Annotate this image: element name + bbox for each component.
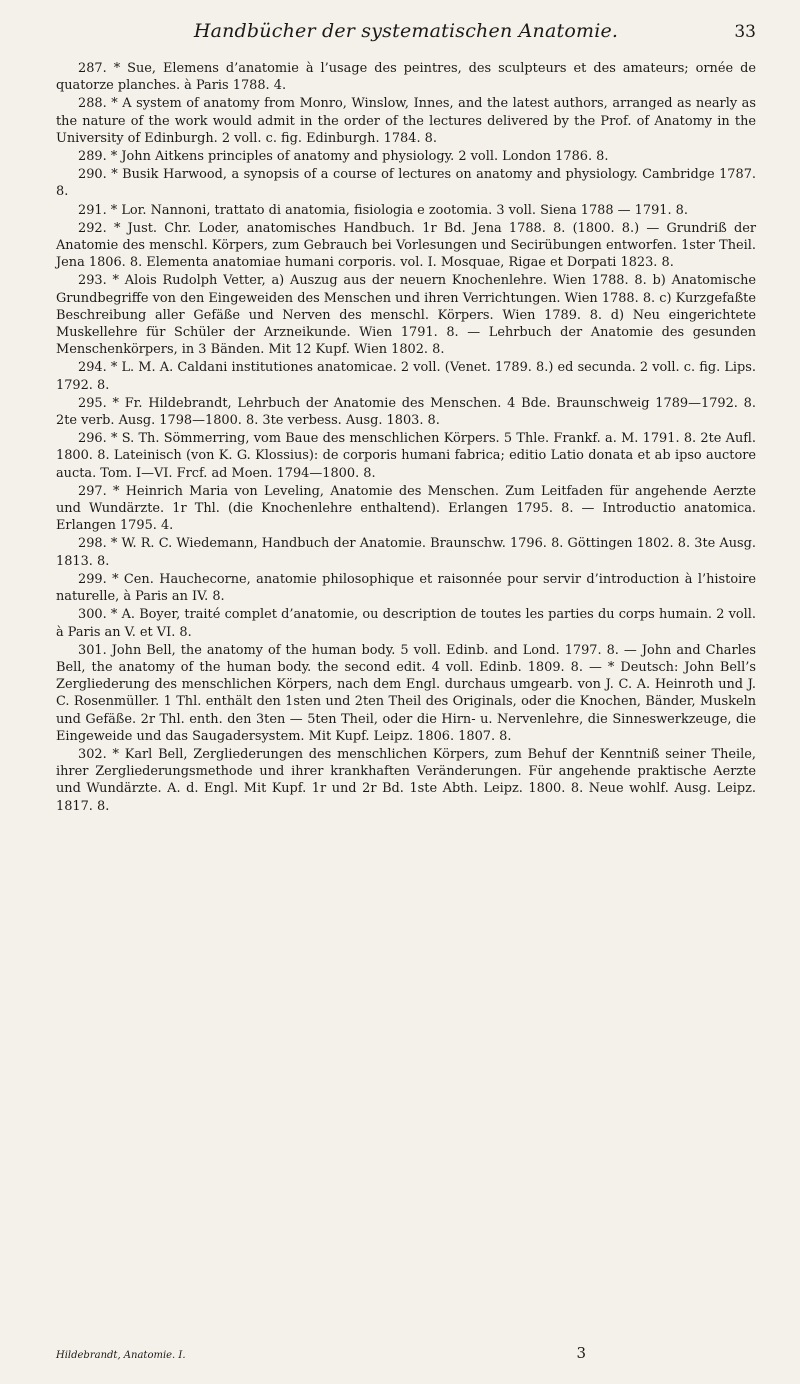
bibliography-entry-288: 288. * A system of anatomy from Monro, Winslow, Innes, and the latest authors, arranged as nearly as the nature of the work would admit in the order of the lectures delivered by the Prof. of Anatomy in the University of Edinburgh. 2 voll. c. fig. Edinburgh. 1784. 8. bbox=[56, 96, 756, 146]
bibliography-entry-292: 292. * Just. Chr. Loder, anatomisches Handbuch. 1r Bd. Jena 1788. 8. (1800. 8.) — Grundriß der Anatomie des menschl. Körpers, zum Gebrauch bei Vorlesungen und Secirübungen entworfen. 1ster Theil. Jena 1806. 8. Elementa anatomiae humani corporis. vol. I. Mosquae, Rigae et Dorpati 1823. 8. bbox=[56, 220, 756, 271]
bibliography-entry-297: 297. * Heinrich Maria von Leveling, Anatomie des Menschen. Zum Leitfaden für angehende Aerzte und Wundärzte. 1r Thl. (die Knochenlehre enthaltend). Erlangen 1795. 8. — Introductio anatomica. Erlangen 1795. 4. bbox=[56, 483, 756, 534]
bibliography-entry-300: 300. * A. Boyer, traité complet d’anatomie, ou description de toutes les parties du corps humain. 2 voll. à Paris an V. et VI. 8. bbox=[56, 607, 756, 640]
bibliography-entry-289: 289. * John Aitkens principles of anatomy and physiology. 2 voll. London 1786. 8. bbox=[78, 149, 609, 165]
bibliography-entry-294: 294. * L. M. A. Caldani institutiones anatomicae. 2 voll. (Venet. 1789. 8.) ed secunda. 2 voll. c. fig. Lips. 1792. 8. bbox=[56, 360, 756, 393]
bibliography-entry-291: 291. * Lor. Nannoni, trattato di anatomia, fisiologia e zootomia. 3 voll. Siena 1788 — 1791. 8. bbox=[78, 202, 688, 218]
bibliography-entry-296: 296. * S. Th. Sömmerring, vom Baue des menschlichen Körpers. 5 Thle. Frankf. a. M. 1791. 8. 2te Aufl. 1800. 8. Lateinisch (von K. G. Klossius): de corporis humani fabrica; editio Latio donata et ab ipso auctore aucta. Tom. I—VI. Frcf. ad Moen. 1794—1800. 8. bbox=[56, 431, 756, 481]
bibliography-entry-295: 295. * Fr. Hildebrandt, Lehrbuch der Anatomie des Menschen. 4 Bde. Braunschweig 1789—1792. 8. 2te verb. Ausg. 1798—1800. 8. 3te verbess. Ausg. 1803. 8. bbox=[56, 395, 756, 429]
page-number: 33 bbox=[734, 22, 756, 42]
signature-line: Hildebrandt, Anatomie. I. bbox=[56, 1350, 186, 1361]
bibliography-entry-298: 298. * W. R. C. Wiedemann, Handbuch der Anatomie. Braunschw. 1796. 8. Göttingen 1802. 8. 3te Ausg. 1813. 8. bbox=[56, 536, 756, 569]
page-header bbox=[56, 20, 756, 42]
bibliography-list bbox=[56, 60, 756, 815]
sheet-number: 3 bbox=[576, 1344, 586, 1362]
bibliography-entry-293: 293. * Alois Rudolph Vetter, a) Auszug aus der neuern Knochenlehre. Wien 1788. 8. b) Anatomische Grundbegriffe von den Eingeweiden des Menschen und ihren Verrichtungen. Wien 1788. 8. c) Kurzgefaßte Beschreibung aller Gefäße und Nerven des menschl. Körpers. Wien 1789. 8. d) Neu eingerichtete Muskellehre für Schüler der Arzneikunde. Wien 1791. 8. — Lehrbuch der Anatomie des gesunden Menschenkörpers, in 3 Bänden. Mit 12 Kupf. Wien 1802. 8. bbox=[56, 273, 756, 358]
bibliography-entry-301: 301. John Bell, the anatomy of the human body. 5 voll. Edinb. and Lond. 1797. 8. — John and Charles Bell, the anatomy of the human body. the second edit. 4 voll. Edinb. 1809. 8. — * Deutsch: John Bell’s Zergliederung des menschlichen Körpers, nach dem Engl. durchaus umgearb. von J. C. A. Heinroth und J. C. Rosenmüller. 1 Thl. enthält den 1sten und 2ten Theil des Originals, oder die Knochen, Bänder, Muskeln und Gefäße. 2r Thl. enth. den 3ten — 5ten Theil, oder die Hirn- u. Nervenlehre, die Sinneswerkzeuge, die Eingeweide und das Saugadersystem. Mit Kupf. Leipz. 1806. 1807. 8. bbox=[56, 642, 756, 744]
page-footer bbox=[56, 1344, 756, 1362]
bibliography-entry-287: 287. * Sue, Elemens d’anatomie à l’usage des peintres, des sculpteurs et des amateurs; ornée de quatorze planches. à Paris 1788. 4. bbox=[56, 61, 756, 94]
bibliography-entry-290: 290. * Busik Harwood, a synopsis of a course of lectures on anatomy and physiology. Cambridge 1787. 8. bbox=[56, 167, 756, 200]
bibliography-entry-302: 302. * Karl Bell, Zergliederungen des menschlichen Körpers, zum Behuf der Kenntniß seiner Theile, ihrer Zergliederungsmethode und ihrer krankhaften Veränderungen. Für angehende praktische Aerzte und Wundärzte. A. d. Engl. Mit Kupf. 1r und 2r Bd. 1ste Abth. Leipz. 1800. 8. Neue wohlf. Ausg. Leipz. 1817. 8. bbox=[56, 746, 756, 814]
bibliography-entry-299: 299. * Cen. Hauchecorne, anatomie philosophique et raisonnée pour servir d’introduction à l’histoire naturelle, à Paris an IV. 8. bbox=[56, 571, 756, 605]
running-head: Handbücher der systematischen Anatomie. bbox=[193, 20, 619, 42]
